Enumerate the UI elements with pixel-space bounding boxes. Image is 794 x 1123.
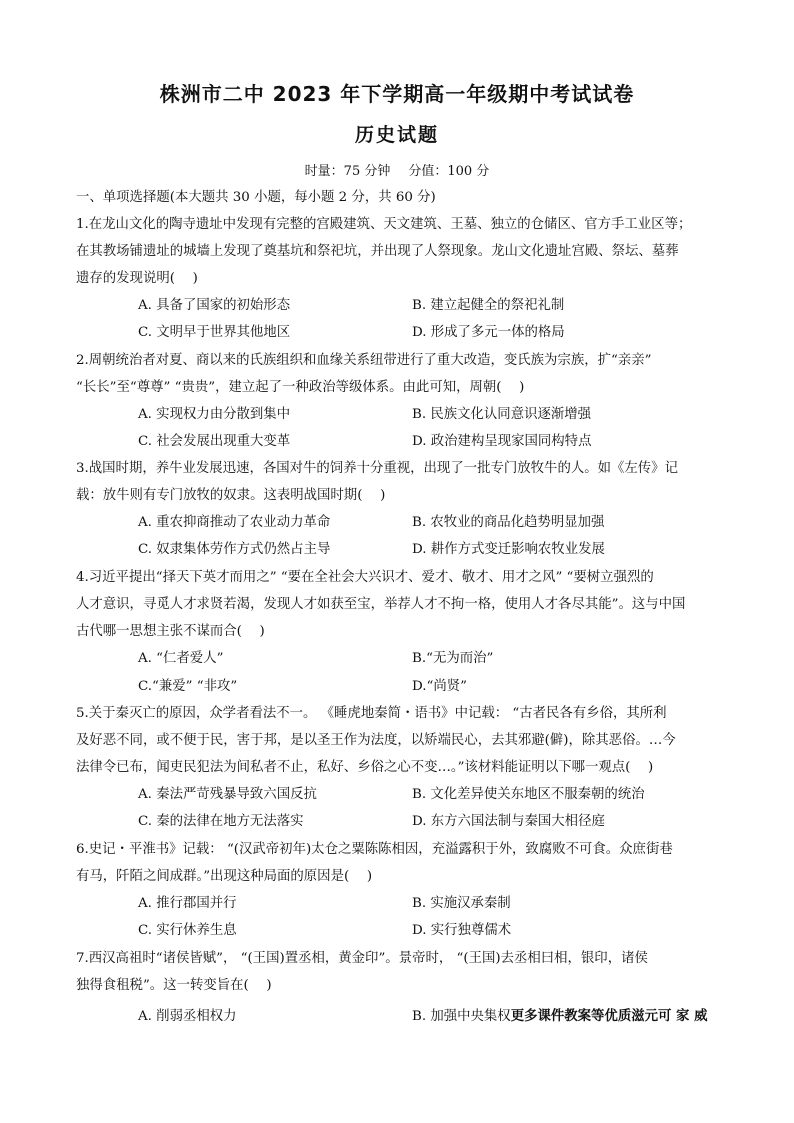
question-4-line-2: 人才意识，寻觅人才求贤若渴，发现人才如获至宝，举荐人才不拘一格，使用人才各尽其能”。这与中国 xyxy=(76,597,686,612)
question-4-option-c: C.“兼爱” “非攻” xyxy=(138,679,238,694)
question-6-line-2: 有马，阡陌之间成群。”出现这种局面的原因是( ) xyxy=(76,869,373,884)
question-2-option-d: D. 政治建构呈现家国同构特点 xyxy=(412,434,592,449)
total-score: 分值：100 分 xyxy=(408,164,490,179)
question-4-line-1: 4.习近平提出“择天下英才而用之” “要在全社会大兴识才、爱才、敬才、用才之风” “要树立强烈的 xyxy=(76,570,654,585)
question-6-option-c: C. 实行休养生息 xyxy=(138,923,237,938)
question-1-option-c: C. 文明早于世界其他地区 xyxy=(138,325,291,340)
question-1-line-3: 遗存的发现说明( ) xyxy=(76,271,198,286)
question-1-line-2: 在其教场铺遗址的城墙上发现了奠基坑和祭祀坑，并出现了人祭现象。龙山文化遗址宫殿、祭坛、墓葬 xyxy=(76,244,679,259)
question-2-option-b: B. 民族文化认同意识逐渐增强 xyxy=(412,407,592,422)
question-6-option-d: D. 实行独尊儒术 xyxy=(412,923,512,938)
question-3-line-1: 3.战国时期，养牛业发展迅速，各国对牛的饲养十分重视，出现了一批专门放牧牛的人。如《左传》记 xyxy=(76,461,678,476)
question-6-option-b: B. 实施汉承秦制 xyxy=(412,896,511,911)
question-3-option-b: B. 农牧业的商品化趋势明显加强 xyxy=(412,515,605,530)
question-2-option-c: C. 社会发展出现重大变革 xyxy=(138,434,291,449)
question-2-option-a: A. 实现权力由分散到集中 xyxy=(138,407,291,422)
question-5-line-2: 及好恶不同，或不便于民，害于邦，是以圣王作为法度，以矫端民心，去其邪避(僻)，除其恶俗。…今 xyxy=(76,733,676,748)
exam-meta xyxy=(0,160,794,179)
time-limit: 时量：75 分钟 xyxy=(304,164,391,179)
question-5-option-b: B. 文化差异使关东地区不服秦朝的统治 xyxy=(412,787,645,802)
question-5-option-c: C. 秦的法律在地方无法落实 xyxy=(138,814,304,829)
question-7-option-b-row xyxy=(412,1008,708,1026)
question-6-line-1: 6.史记・平淮书》记载： “(汉武帝初年)太仓之粟陈陈相因，充溢露积于外，致腐败不可食。众庶街巷 xyxy=(76,842,673,857)
question-5-option-a: A. 秦法严苛残暴导致六国反抗 xyxy=(138,787,317,802)
question-3-line-2: 载：放牛则有专门放牧的奴隶。这表明战国时期( ) xyxy=(76,488,386,503)
question-4-option-a: A. “仁者爱人” xyxy=(138,651,224,666)
watermark-text: 更多课件教案等优质滋元可 家 威 xyxy=(510,1009,708,1024)
question-4-option-b: B.“无为而治” xyxy=(412,651,494,666)
question-7-line-2: 独得食租税”。这一转变旨在( ) xyxy=(76,978,272,993)
question-3-option-a: A. 重农抑商推动了农业动力革命 xyxy=(138,515,331,530)
question-7-option-b: B. 加强中央集权 xyxy=(412,1009,511,1024)
question-1-option-a: A. 具备了国家的初始形态 xyxy=(138,298,291,313)
question-3-option-d: D. 耕作方式变迁影响农牧业发展 xyxy=(412,542,605,557)
subject-title: 历史试题 xyxy=(354,124,439,146)
question-3-option-c: C. 奴隶集体劳作方式仍然占主导 xyxy=(138,542,331,557)
question-7-line-1: 7.西汉高祖时“诸侯皆赋”， “(王国)置丞相，黄金印”。景帝时， “(王国)去丞相曰相，银印，诸侯 xyxy=(76,951,648,966)
question-5-option-d: D. 东方六国法制与秦国大相径庭 xyxy=(412,814,605,829)
question-5-line-1: 5.关于秦灭亡的原因，众学者看法不一。 《睡虎地秦简・语书》中记载： “古者民各有乡俗，其所利 xyxy=(76,706,667,721)
question-4-option-d: D.“尚贤” xyxy=(412,679,467,694)
question-7-option-a: A. 削弱丞相权力 xyxy=(138,1009,237,1024)
question-2-line-2: “长长”至“尊尊” “贵贵”，建立起了一种政治等级体系。由此可知，周朝( ) xyxy=(76,380,525,395)
question-1-option-b: B. 建立起健全的祭祀礼制 xyxy=(412,298,565,313)
question-1-option-d: D. 形成了多元一体的格局 xyxy=(412,325,565,340)
question-6-option-a: A. 推行郡国并行 xyxy=(138,896,237,911)
question-1-line-1: 1.在龙山文化的陶寺遗址中发现有完整的宫殿建筑、天文建筑、王墓、独立的仓储区、官方手工业区等； xyxy=(76,217,692,232)
question-5-line-3: 法律令已布，闻吏民犯法为间私者不止，私好、乡俗之心不变…。”该材料能证明以下哪一观点( ) xyxy=(76,760,654,775)
section-heading: 一、单项选择题(本大题共 30 小题，每小题 2 分，共 60 分) xyxy=(76,190,436,205)
question-4-line-3: 古代哪一思想主张不谋而合( ) xyxy=(76,624,265,639)
question-2-line-1: 2.周朝统治者对夏、商以来的氏族组织和血缘关系纽带进行了重大改造，变氏族为宗族，扩“亲亲” xyxy=(76,353,652,368)
exam-title: 株洲市二中 2023 年下学期高一年级期中考试试卷 xyxy=(159,82,635,106)
